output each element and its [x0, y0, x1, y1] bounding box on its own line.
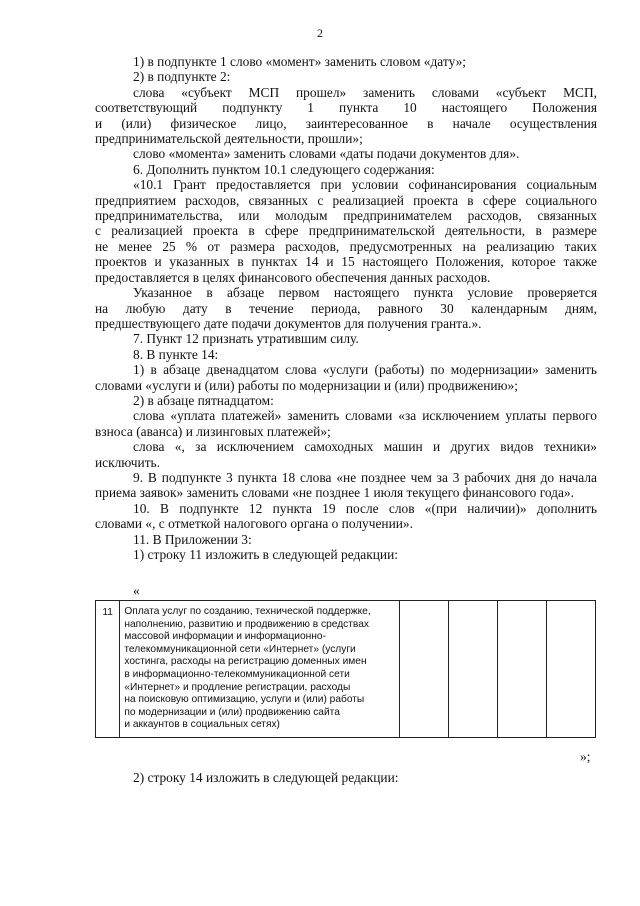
paragraph: 1) в абзаце двенадцатом слова «услуги (работы) по модернизации» заменить: [133, 362, 597, 378]
paragraph: 7. Пункт 12 признать утратившим силу.: [133, 331, 359, 347]
paragraph: 11. В Приложении 3:: [133, 531, 252, 547]
paragraph: слово «момента» заменить словами «даты подачи документов для».: [133, 146, 520, 162]
paragraph-line: предшествующего дате подачи документов для получения гранта.».: [95, 315, 482, 331]
paragraph-line: с реализацией проекта в сфере предпринимательской деятельности, в размере: [95, 223, 597, 239]
expense-table: [95, 600, 596, 738]
paragraph-line: проектов и указанных в пунктах 14 и 15 настоящего Положения, которое также: [95, 254, 597, 270]
description-line: и аккаунтов в социальных сетях): [124, 719, 280, 731]
paragraph: Указанное в абзаце первом настоящего пункта условие проверяется: [133, 285, 597, 301]
paragraph: 1) в подпункте 1 слово «момент» заменить словом «дату»;: [133, 54, 467, 69]
paragraph: 8. В пункте 14:: [133, 346, 219, 362]
description-line: «Интернет» и продление регистрации, расходы: [124, 681, 351, 693]
paragraph: «10.1 Грант предоставляется при условии софинансирования социальным: [133, 177, 597, 193]
paragraph-line: приема заявок» заменить словами «не позднее 1 июля текущего финансового года».: [95, 485, 574, 501]
paragraph-line: предпринимательской деятельности, прошли»;: [95, 131, 363, 147]
paragraph-line: не менее 25 % от размера расходов, предусмотренных на реализацию таких: [95, 238, 597, 254]
paragraph: 9. В подпункте 3 пункта 18 слова «не позднее чем за 3 рабочих дня до начала: [133, 469, 597, 485]
paragraph-line: словами «, с отметкой налогового органа о получении».: [95, 516, 413, 532]
empty-cell: [547, 601, 596, 738]
paragraph: 6. Дополнить пунктом 10.1 следующего содержания:: [133, 161, 435, 177]
opening-quote: «: [133, 583, 140, 598]
closing-quote: »;: [580, 749, 591, 764]
paragraph: 10. В подпункте 12 пункта 19 после слов «(при наличии)» дополнить: [133, 500, 597, 516]
paragraph: 2) строку 14 изложить в следующей редакции:: [133, 770, 399, 785]
description-line: на поисковую оптимизацию, услуги и (или) работы: [124, 694, 365, 706]
paragraph-line: предпринимательства, или молодым предпринимателем расходов, связанных: [95, 208, 597, 224]
paragraph-line: исключить.: [95, 454, 160, 470]
page-number: 2: [317, 26, 323, 40]
paragraph-line: взноса (аванса) и лизинговых платежей»;: [95, 423, 331, 439]
description-line: по модернизации и (или) продвижению сайта: [124, 706, 340, 718]
empty-cell: [400, 601, 449, 738]
description-line: наполнению, развитию и продвижению в средствах: [124, 618, 369, 630]
description-line: в информационно-телекоммуникационной сети: [124, 668, 350, 680]
paragraph: слова «, за исключением самоходных машин и других видов техники»: [133, 439, 597, 455]
paragraph: слова «субъект МСП прошел» заменить словами «субъект МСП,: [133, 84, 597, 100]
paragraph-line: и (или) физическое лицо, заинтересованное в начале осуществления: [95, 115, 597, 131]
empty-cell: [498, 601, 547, 738]
table-row: [96, 601, 596, 738]
document-body: [95, 54, 597, 562]
description-line: телекоммуникационной сети «Интернет» (услуги: [124, 643, 356, 655]
paragraph-line: предоставляется в целях финансового обеспечения данных расходов.: [95, 269, 491, 285]
description-line: Оплата услуг по созданию, технической поддержке,: [124, 606, 371, 617]
paragraph: 2) в абзаце пятнадцатом:: [133, 392, 274, 408]
description-cell: [120, 601, 400, 738]
paragraph: 2) в подпункте 2:: [133, 69, 231, 85]
paragraph-line: соответствующий подпункту 1 пункта 10 настоящего Положения: [95, 100, 597, 116]
paragraph-line: на любую дату в течение периода, равного 30 календарным дням,: [95, 300, 597, 316]
description-line: массовой информации и информационно-: [124, 631, 326, 643]
description-line: хостинга, расходы на регистрацию доменных имен: [124, 656, 367, 668]
empty-cell: [449, 601, 498, 738]
paragraph-line: словами «услуги и (или) работы по модернизации и (или) продвижению»;: [95, 377, 518, 393]
paragraph: 1) строку 11 изложить в следующей редакции:: [133, 547, 398, 562]
row-number-cell: 11: [96, 601, 120, 738]
paragraph-line: предприятием расходов, связанных с реализацией проекта в сфере социального: [95, 192, 597, 208]
paragraph: слова «уплата платежей» заменить словами «за исключением уплаты первого: [133, 408, 597, 424]
